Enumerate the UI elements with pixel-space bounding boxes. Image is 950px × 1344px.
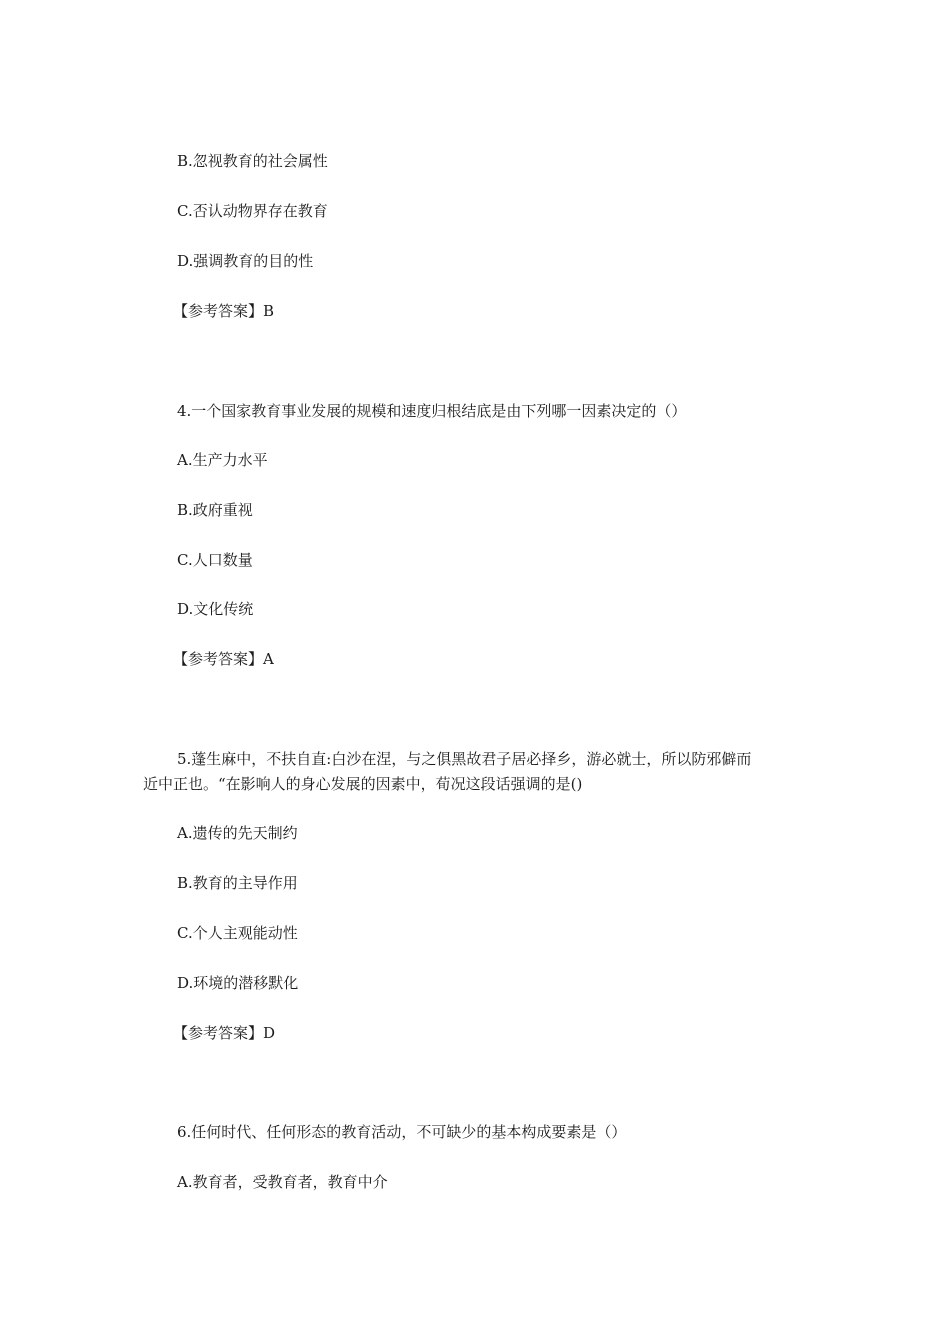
q5-option-c: C.个人主观能动性 [177,924,298,942]
q4-answer: 【参考答案】A [173,650,274,668]
q3-option-c: C.否认动物界存在教育 [177,202,328,220]
q5-stem-line1: 5.蓬生麻中，不扶自直:白沙在涅，与之俱黑故君子居必择乡，游必就士，所以防邪僻而 [177,750,752,768]
q4-option-b: B.政府重视 [177,501,253,519]
q6-option-a: A.教育者，受教育者，教育中介 [177,1173,388,1191]
q5-option-b: B.教育的主导作用 [177,874,298,892]
q4-option-d: D.文化传统 [177,600,254,618]
q3-answer: 【参考答案】B [173,302,275,320]
q5-stem-line2: 近中正也。“在影响人的身心发展的因素中，荀况这段话强调的是() [143,775,583,793]
q3-option-b: B.忽视教育的社会属性 [177,152,328,170]
q5-answer: 【参考答案】D [173,1024,276,1042]
q4-option-c: C.人口数量 [177,551,253,569]
q3-option-d: D.强调教育的目的性 [177,252,314,270]
q4-option-a: A.生产力水平 [177,451,268,469]
q4-stem: 4.一个国家教育事业发展的规模和速度归根结底是由下列哪一因素决定的（） [177,402,687,420]
q6-stem: 6.任何时代、任何形态的教育活动，不可缺少的基本构成要素是（） [177,1123,627,1141]
q5-option-d: D.环境的潜移默化 [177,974,299,992]
q5-option-a: A.遗传的先天制约 [177,824,298,842]
